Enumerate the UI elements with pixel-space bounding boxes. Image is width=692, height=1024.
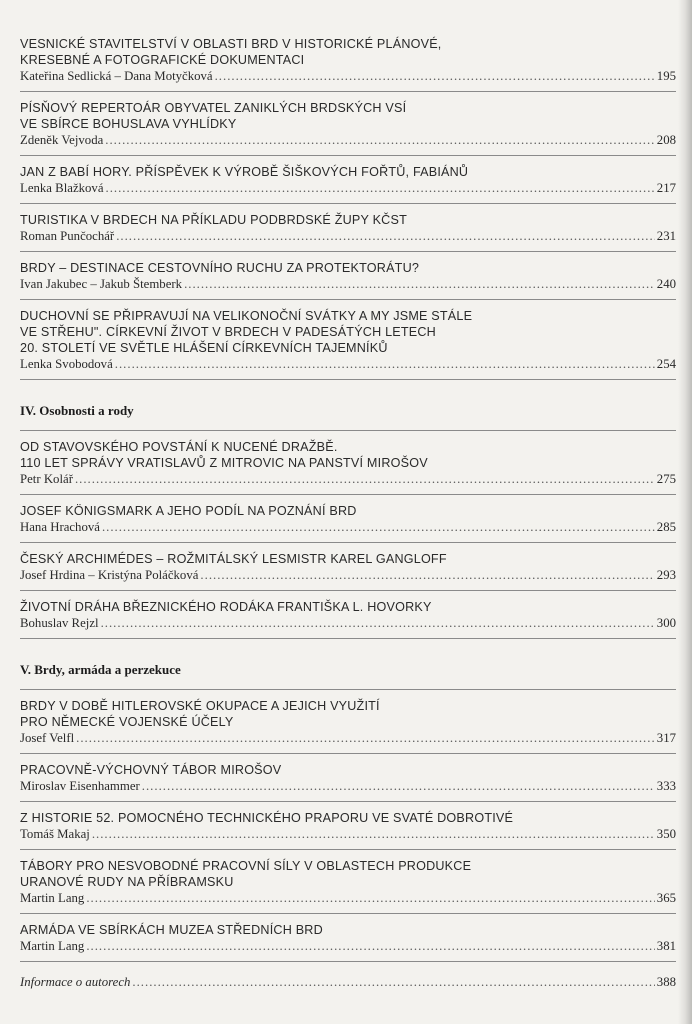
entry-title-line: URANOVÉ RUDY NA PŘÍBRAMSKU	[20, 875, 234, 889]
entry-author-row	[20, 730, 676, 747]
entry-author-row	[20, 68, 676, 85]
entry-title-line: KRESEBNÉ A FOTOGRAFICKÉ DOKUMENTACI	[20, 53, 305, 67]
entry-title-line: TURISTIKA V BRDECH NA PŘÍKLADU PODBRDSKÉ ŽUPY KČST	[20, 213, 407, 227]
entry-author-row	[20, 778, 676, 795]
entry-author-row	[20, 356, 676, 373]
entry-divider	[20, 961, 676, 962]
entry-author: Ivan Jakubec – Jakub Štemberk	[20, 277, 183, 291]
toc-entry[interactable]	[20, 599, 676, 639]
entry-author: Josef Hrdina – Kristýna Poláčková	[20, 568, 199, 582]
dot-leader	[102, 519, 655, 536]
entry-divider	[20, 849, 676, 850]
entry-author-row	[20, 826, 676, 843]
entry-author-row	[20, 890, 676, 907]
section-divider	[20, 689, 676, 690]
entry-title-line: 110 LET SPRÁVY VRATISLAVŮ Z MITROVIC NA PANSTVÍ MIROŠOV	[20, 456, 428, 470]
toc-entry[interactable]	[20, 439, 676, 495]
entry-divider	[20, 379, 676, 380]
dot-leader	[86, 938, 654, 955]
toc-entry[interactable]	[20, 858, 676, 914]
page-number: 254	[656, 357, 676, 371]
page-number: 300	[656, 616, 676, 630]
dot-leader	[142, 778, 655, 795]
page-number: 317	[656, 731, 676, 745]
part3-entries	[20, 36, 676, 380]
toc-entry[interactable]	[20, 551, 676, 591]
page-number: 275	[656, 472, 676, 486]
entry-title	[20, 36, 676, 68]
entry-divider	[20, 753, 676, 754]
table-of-contents	[20, 36, 676, 991]
entry-title	[20, 810, 676, 826]
entry-author: Zdeněk Vejvoda	[20, 133, 104, 147]
entry-title	[20, 599, 676, 615]
entry-author: Roman Punčochář	[20, 229, 115, 243]
entry-divider	[20, 155, 676, 156]
page-number: 231	[656, 229, 676, 243]
entry-author-row	[20, 276, 676, 293]
dot-leader	[86, 890, 654, 907]
entry-divider	[20, 638, 676, 639]
toc-entry[interactable]	[20, 308, 676, 380]
entry-author-row	[20, 615, 676, 632]
page-number: 285	[656, 520, 676, 534]
page-number: 381	[656, 939, 676, 953]
toc-entry[interactable]	[20, 698, 676, 754]
entry-author-row	[20, 519, 676, 536]
entry-title	[20, 260, 676, 276]
toc-entry[interactable]	[20, 503, 676, 543]
dot-leader	[116, 228, 655, 245]
dot-leader	[76, 730, 655, 747]
entry-divider	[20, 590, 676, 591]
dot-leader	[105, 132, 655, 149]
entry-title-line: 20. STOLETÍ VE SVĚTLE HLÁŠENÍ CÍRKEVNÍCH TAJEMNÍKŮ	[20, 341, 388, 355]
entry-divider	[20, 494, 676, 495]
page-number: 195	[656, 69, 676, 83]
entry-title-line: PÍSŇOVÝ REPERTOÁR OBYVATEL ZANIKLÝCH BRDSKÝCH VSÍ	[20, 101, 407, 115]
toc-entry[interactable]	[20, 762, 676, 802]
toc-entry[interactable]	[20, 922, 676, 962]
dot-leader	[215, 68, 655, 85]
entry-author: Petr Kolář	[20, 472, 73, 486]
page-number: 208	[656, 133, 676, 147]
entry-title	[20, 308, 676, 356]
section-heading-part4: IV. Osobnosti a rody	[20, 403, 134, 418]
toc-entry[interactable]	[20, 36, 676, 92]
toc-entry[interactable]	[20, 260, 676, 300]
page-number: 388	[656, 975, 676, 989]
entry-title-line: DUCHOVNÍ SE PŘIPRAVUJÍ NA VELIKONOČNÍ SVÁTKY A MY JSME STÁLE	[20, 309, 473, 323]
page-number: 293	[656, 568, 676, 582]
section-divider	[20, 430, 676, 431]
entry-title-line: VE SBÍRCE BOHUSLAVA VYHLÍDKY	[20, 117, 237, 131]
entry-author: Lenka Blažková	[20, 181, 104, 195]
entry-title	[20, 922, 676, 938]
page-number: 217	[656, 181, 676, 195]
entry-title-line: JOSEF KÖNIGSMARK A JEHO PODÍL NA POZNÁNÍ BRD	[20, 504, 357, 518]
entry-divider	[20, 801, 676, 802]
entry-title-line: BRDY – DESTINACE CESTOVNÍHO RUCHU ZA PROTEKTORÁTU?	[20, 261, 420, 275]
toc-entry[interactable]	[20, 100, 676, 156]
page-edge-shadow	[678, 0, 692, 1024]
entry-title-line: VESNICKÉ STAVITELSTVÍ V OBLASTI BRD V HISTORICKÉ PLÁNOVÉ,	[20, 37, 442, 51]
page-number: 333	[656, 779, 676, 793]
entry-title	[20, 762, 676, 778]
entry-author: Kateřina Sedlická – Dana Motyčková	[20, 69, 213, 83]
toc-entry[interactable]	[20, 810, 676, 850]
entry-author: Martin Lang	[20, 891, 85, 905]
entry-divider	[20, 203, 676, 204]
toc-entry[interactable]	[20, 164, 676, 204]
entry-author-row	[20, 180, 676, 197]
entry-title	[20, 503, 676, 519]
entry-title-line: PRACOVNĚ-VÝCHOVNÝ TÁBOR MIROŠOV	[20, 763, 282, 777]
entry-title	[20, 212, 676, 228]
toc-entry[interactable]	[20, 212, 676, 252]
entry-title-line: OD STAVOVSKÉHO POVSTÁNÍ K NUCENÉ DRAŽBĚ.	[20, 440, 338, 454]
toc-entry-author-info[interactable]	[20, 974, 676, 991]
entry-author: Lenka Svobodová	[20, 357, 113, 371]
entry-title-line: ČESKÝ ARCHIMÉDES – ROŽMITÁLSKÝ LESMISTR KAREL GANGLOFF	[20, 552, 447, 566]
page-number: 240	[656, 277, 676, 291]
entry-divider	[20, 299, 676, 300]
dot-leader	[115, 356, 655, 373]
entry-divider	[20, 542, 676, 543]
part4-entries	[20, 439, 676, 639]
dot-leader	[101, 615, 655, 632]
section-heading-part5: V. Brdy, armáda a perzekuce	[20, 662, 181, 677]
entry-author-row	[20, 471, 676, 488]
part5-entries	[20, 698, 676, 962]
dot-leader	[200, 567, 654, 584]
entry-title-line: BRDY V DOBĚ HITLEROVSKÉ OKUPACE A JEJICH VYUŽITÍ	[20, 699, 380, 713]
entry-author-row	[20, 567, 676, 584]
dot-leader	[75, 471, 655, 488]
page-number: 350	[656, 827, 676, 841]
entry-divider	[20, 91, 676, 92]
entry-title-line: TÁBORY PRO NESVOBODNÉ PRACOVNÍ SÍLY V OBLASTECH PRODUKCE	[20, 859, 472, 873]
entry-title-line: ARMÁDA VE SBÍRKÁCH MUZEA STŘEDNÍCH BRD	[20, 923, 323, 937]
entry-title	[20, 551, 676, 567]
entry-title	[20, 858, 676, 890]
page-number: 365	[656, 891, 676, 905]
entry-title	[20, 100, 676, 132]
entry-title	[20, 164, 676, 180]
entry-title-line: VE STŘEHU". CÍRKEVNÍ ŽIVOT V BRDECH V PADESÁTÝCH LETECH	[20, 325, 436, 339]
entry-title	[20, 439, 676, 471]
entry-title-line: PRO NĚMECKÉ VOJENSKÉ ÚČELY	[20, 715, 234, 729]
dot-leader	[106, 180, 655, 197]
entry-title-line: ŽIVOTNÍ DRÁHA BŘEZNICKÉHO RODÁKA FRANTIŠKA L. HOVORKY	[20, 600, 432, 614]
entry-divider	[20, 913, 676, 914]
entry-title	[20, 698, 676, 730]
entry-title-line: JAN Z BABÍ HORY. PŘÍSPĚVEK K VÝROBĚ ŠIŠKOVÝCH FOŘTŮ, FABIÁNŮ	[20, 165, 469, 179]
entry-divider	[20, 251, 676, 252]
entry-title-line: Z HISTORIE 52. POMOCNÉHO TECHNICKÉHO PRAPORU VE SVATÉ DOBROTIVÉ	[20, 811, 514, 825]
dot-leader	[92, 826, 655, 843]
dot-leader	[184, 276, 655, 293]
entry-author: Hana Hrachová	[20, 520, 100, 534]
entry-label: Informace o autorech	[20, 975, 131, 989]
entry-author-row	[20, 938, 676, 955]
dot-leader	[132, 974, 654, 991]
entry-author-row	[20, 132, 676, 149]
entry-author: Martin Lang	[20, 939, 85, 953]
entry-author-row	[20, 228, 676, 245]
entry-author: Tomáš Makaj	[20, 827, 90, 841]
entry-author: Josef Velfl	[20, 731, 75, 745]
entry-author: Miroslav Eisenhammer	[20, 779, 140, 793]
entry-author: Bohuslav Rejzl	[20, 616, 99, 630]
